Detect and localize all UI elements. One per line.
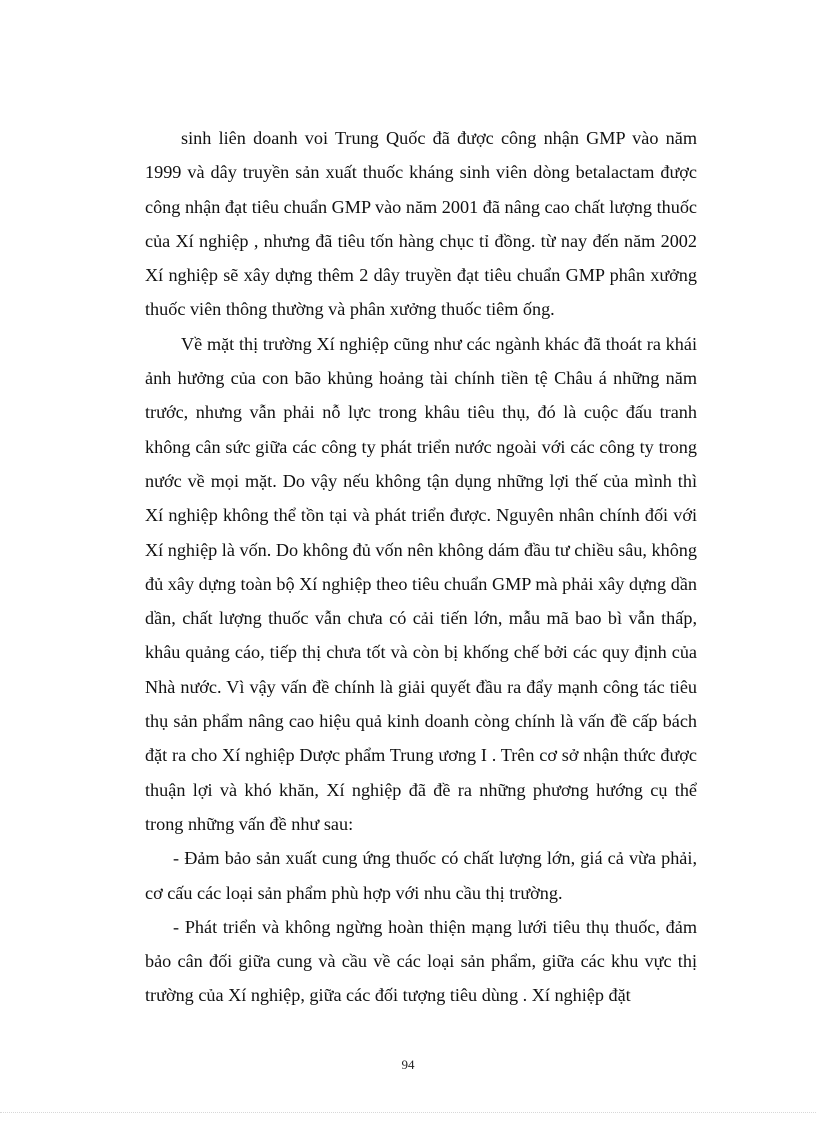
page-bottom-divider	[0, 1112, 816, 1113]
paragraph-bullet-distribution: - Phát triển và không ngừng hoàn thiện mạng lưới tiêu thụ thuốc, đảm bảo cân đối giữa cung và cầu về các loại sản phẩm, giữa các khu vực thị trường của Xí nghiệp, giữa các đối tượng tiêu dùng . Xí nghiệp đặt	[145, 916, 697, 1006]
paragraph-continuation: sinh liên doanh voi Trung Quốc đã được công nhận GMP vào năm 1999 và dây truyền sản xuất thuốc kháng sinh viên dòng betalactam được công nhận đạt tiêu chuẩn GMP vào năm 2001 đã nâng cao chất lượng thuốc của Xí nghiệp , nhưng đã tiêu tốn hàng chục tỉ đồng. từ nay đến năm 2002 Xí nghiệp sẽ xây dựng thêm 2 dây truyền đạt tiêu chuẩn GMP phân xưởng thuốc viên thông thường và phân xưởng thuốc tiêm ống.	[145, 128, 697, 320]
paragraph-market: Về mặt thị trường Xí nghiệp cũng như các ngành khác đã thoát ra khái ảnh hưởng của con bão khủng hoảng tài chính tiền tệ Châu á những năm trước, nhưng vẫn phải nỗ lực trong khâu tiêu thụ, đó là cuộc đấu tranh không cân sức giữa các công ty phát triển nước ngoài với các công ty trong nước về mọi mặt. Do vậy nếu không tận dụng những lợi thế của mình thì Xí nghiệp không thể tồn tại và phát triển được. Nguyên nhân chính đối với Xí nghiệp là vốn. Do không đủ vốn nên không dám đầu tư chiều sâu, không đủ xây dựng toàn bộ Xí nghiệp theo tiêu chuẩn GMP mà phải xây dựng dần dần, chất lượng thuốc vẫn chưa có cải tiến lớn, mẫu mã bao bì vẫn thấp, khâu quảng cáo, tiếp thị chưa tốt và còn bị khống chế bởi các quy định của Nhà nước. Vì vậy vấn đề chính là giải quyết đầu ra đẩy mạnh công tác tiêu thụ sản phẩm nâng cao hiệu quả kinh doanh còng chính là vấn đề cấp bách đặt ra cho Xí nghiệp Dược phẩm Trung ương I . Trên cơ sở nhận thức được thuận lợi và khó khăn, Xí nghiệp đã đề ra những phương hướng cụ thể trong những vấn đề như sau:	[145, 333, 697, 834]
paragraph-bullet-production: - Đảm bảo sản xuất cung ứng thuốc có chất lượng lớn, giá cả vừa phải, cơ cấu các loại sản phẩm phù hợp với nhu cầu thị trường.	[145, 848, 697, 903]
page-number: 94	[401, 1057, 415, 1072]
body-text	[145, 121, 697, 1013]
